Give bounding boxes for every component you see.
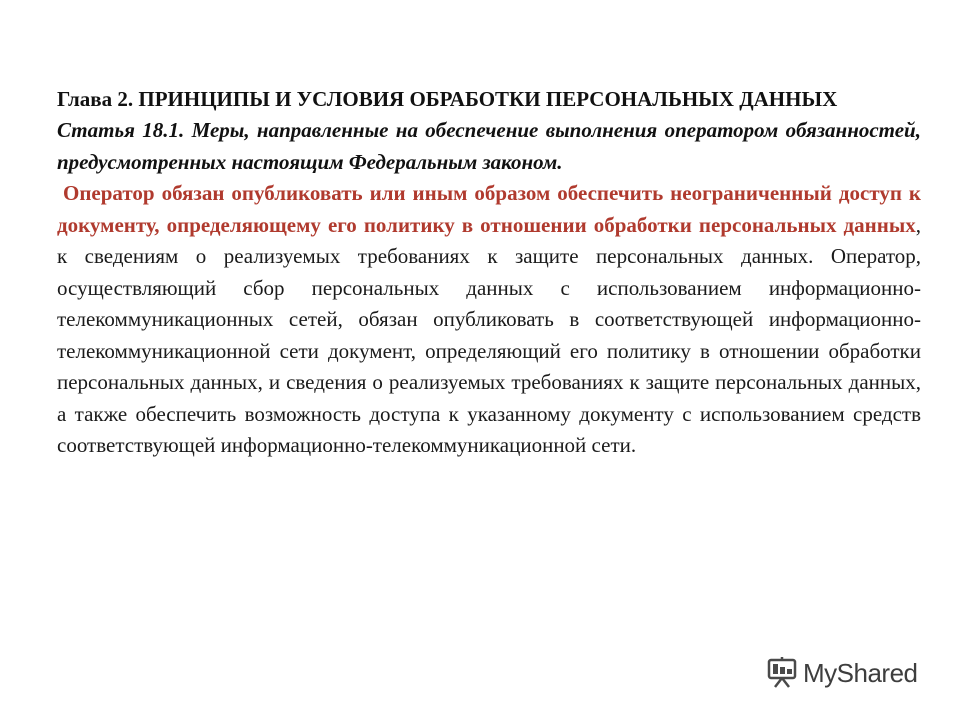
article-heading: Статья 18.1. Меры, направленные на обеспечение выполнения оператором обязанностей, предусмотренных настоящим Федеральным законом.	[57, 118, 921, 174]
body-text: , к сведениям о реализуемых требованиях к защите персональных данных. Оператор, осуществляющий сбор персональных данных с использованием информационно-телекоммуникационных сетей, обязан опубликовать в соответствующей информационно-телекоммуникационной сети документ, определяющий его политику в отношении обработки персональных данных, и сведения о реализуемых требованиях к защите персональных данных, а также обеспечить возможность доступа к указанному документу с использованием средств соответствующей информационно-телекоммуникационной сети.	[57, 212, 921, 457]
slide-content	[57, 84, 921, 462]
myshared-watermark	[767, 655, 918, 691]
highlighted-text: Оператор обязан опубликовать или иным образом обеспечить неограниченный доступ к документу, определяющему его политику в отношении обработки персональных данных	[57, 181, 921, 237]
chapter-heading: Глава 2. ПРИНЦИПЫ И УСЛОВИЯ ОБРАБОТКИ ПЕРСОНАЛЬНЫХ ДАННЫХ	[57, 87, 838, 111]
watermark-text: MyShared	[803, 657, 918, 688]
presentation-board-icon	[767, 657, 797, 689]
body-paragraph	[57, 178, 921, 462]
